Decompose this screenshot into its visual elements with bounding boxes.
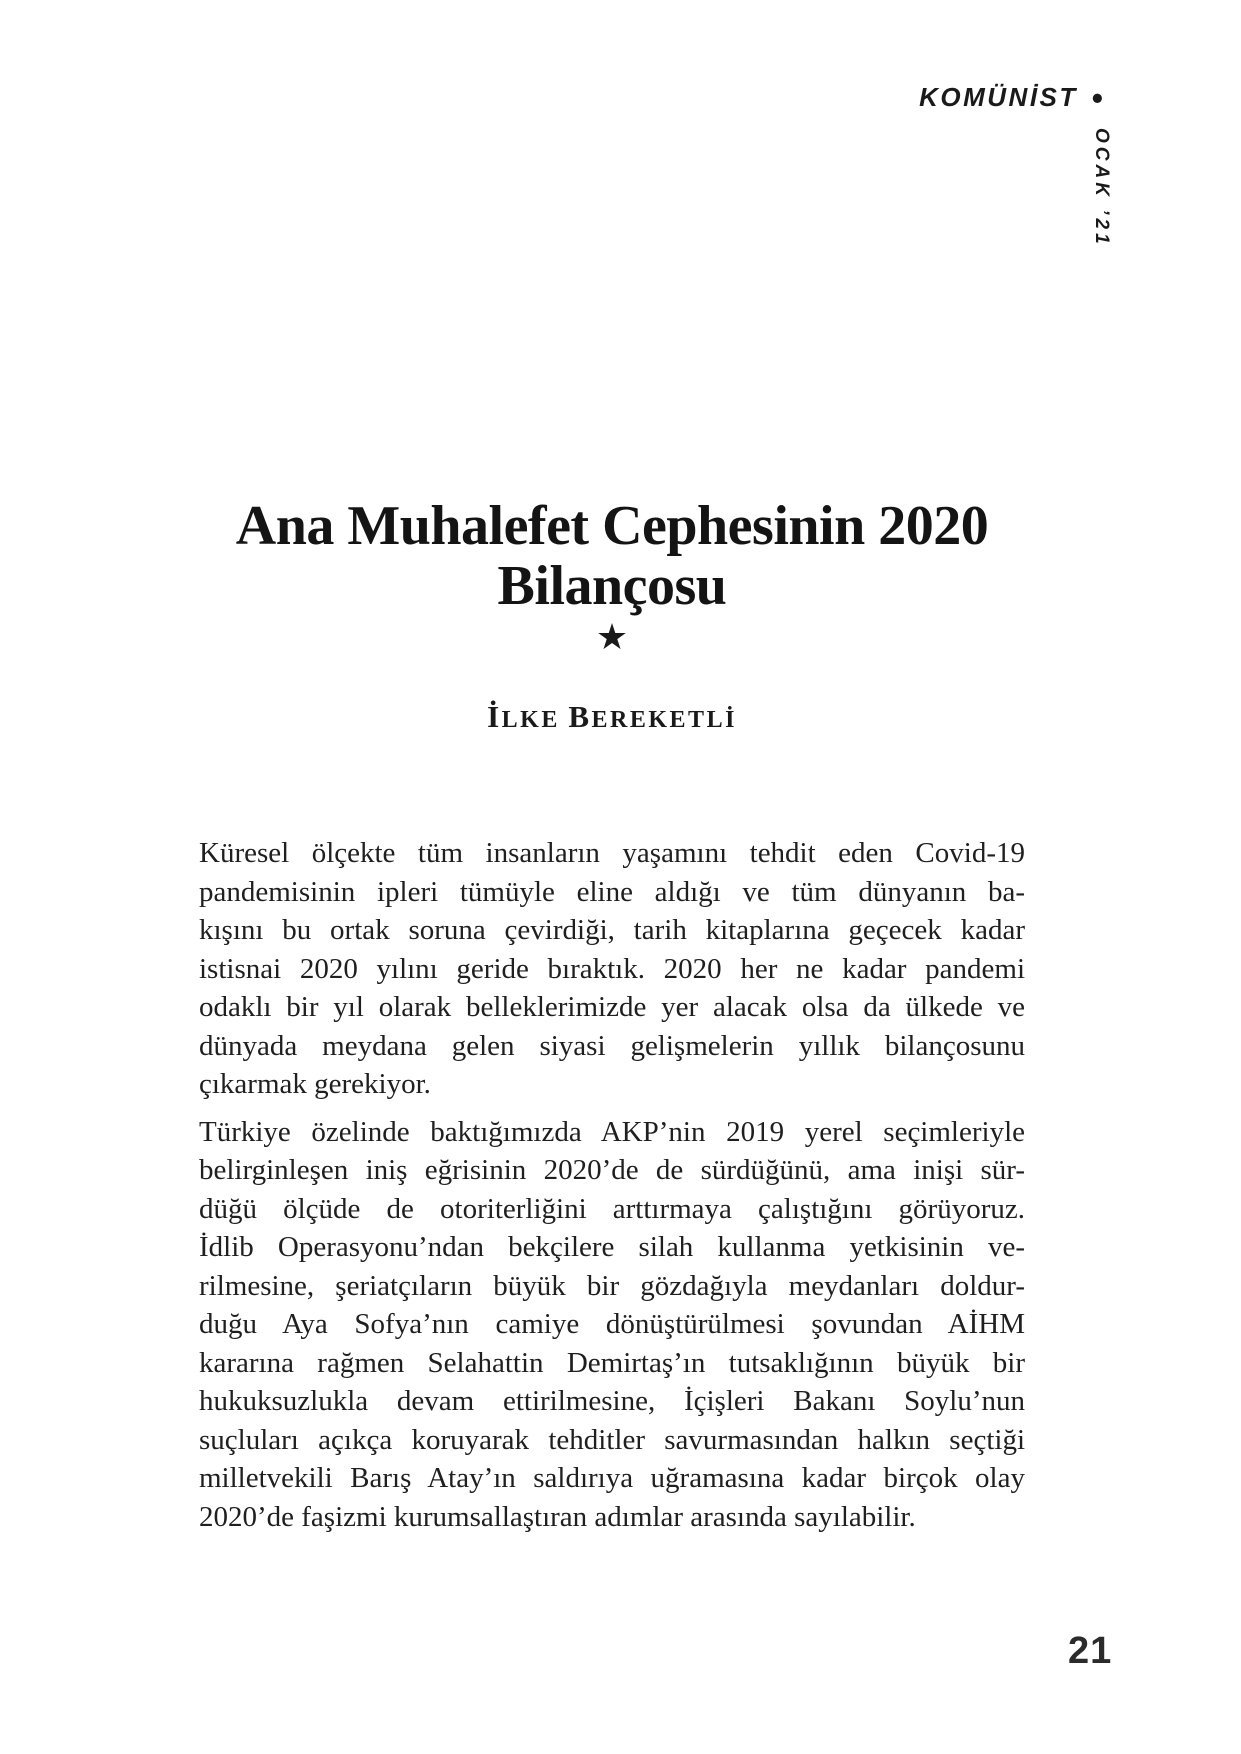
article-body [199,834,1025,1536]
body-text-line: istisnai 2020 yılını geride bıraktık. 2020 her ne kadar pandemi [199,952,1025,985]
header-bullet-icon: • [1091,80,1103,116]
body-text-line: kışını bu ortak soruna çevirdiği, tarih kitaplarına geçecek kadar [199,914,1025,946]
star-divider-icon: ★ [595,617,629,657]
page-number: 21 [1068,1630,1113,1672]
author-last-initial: B [568,699,592,734]
journal-name: KOMÜNİST [919,82,1078,112]
body-text-line: dünyada meydana gelen siyasi gelişmelerin yıllık bilançosunu [199,1029,1025,1062]
author-first-initial: İ [487,699,502,734]
issue-date-vertical-label: OCAK ’21 [1091,128,1112,248]
body-text-line: İdlib Operasyonu’ndan bekçilere silah kullanma yetkisinin ve- [199,1231,1025,1263]
body-text-line: düğü ölçüde de otoriterliğini arttırmaya çalıştığını görüyoruz. [199,1192,1025,1225]
body-text-line: hukuksuzlukla devam ettirilmesine, İçişleri Bakanı Soylu’nun [199,1385,1025,1417]
journal-header [919,80,1103,116]
article-title-line-2: Bilançosu [497,554,727,617]
author-name [199,700,1025,737]
body-text-line: Türkiye özelinde baktığımızda AKP’nin 2019 yerel seçimleriyle [199,1115,1025,1148]
body-text-line: odaklı bir yıl olarak belleklerimizde yer alacak olsa da ülkede ve [199,991,1025,1023]
body-text-line: belirginleşen iniş eğrisinin 2020’de de sürdüğünü, ama inişi sür- [199,1154,1025,1186]
body-text-line: rilmesine, şeriatçıların büyük bir gözdağıyla meydanları doldur- [199,1269,1025,1302]
body-text-line: milletvekili Barış Atay’ın saldırıya uğramasına kadar birçok olay [199,1462,1025,1494]
body-text-line: pandemisinin ipleri tümüyle eline aldığı ve tüm dünyanın ba- [199,875,1025,908]
body-text-line: 2020’de faşizmi kurumsallaştıran adımlar arasında sayılabilir. [199,1500,916,1533]
author-first-rest: LKE [501,707,560,733]
body-paragraph-2 [199,1113,1025,1537]
body-paragraph-1 [199,834,1025,1104]
body-text-line: çıkarmak gerekiyor. [199,1068,431,1100]
body-text-line: duğu Aya Sofya’nın camiye dönüştürülmesi şovundan AİHM [199,1308,1025,1340]
article-title-line-1: Ana Muhalefet Cephesinin 2020 [235,494,989,557]
article-title [199,496,1025,616]
author-last-rest: EREKETLİ [591,707,737,733]
body-text-line: kararına rağmen Selahattin Demirtaş’ın tutsaklığının büyük bir [199,1346,1025,1379]
body-text-line: Küresel ölçekte tüm insanların yaşamını tehdit eden Covid-19 [199,837,1025,869]
body-text-line: suçluları açıkça koruyarak tehditler savurmasından halkın seçtiği [199,1423,1025,1456]
